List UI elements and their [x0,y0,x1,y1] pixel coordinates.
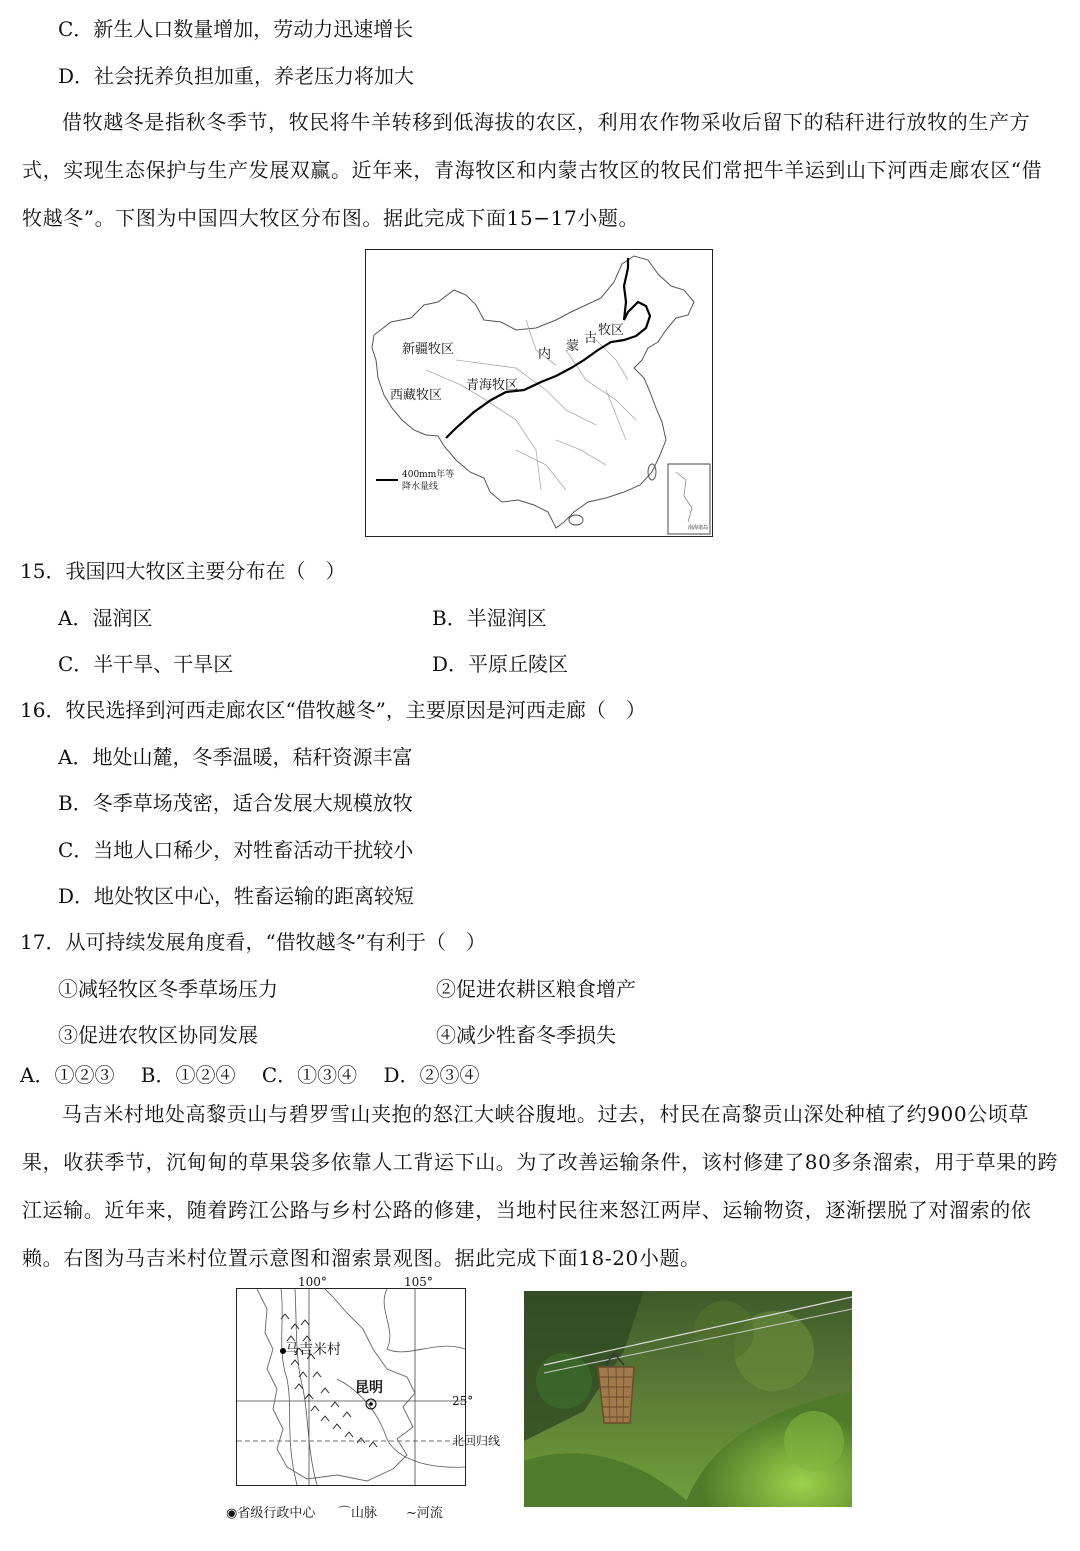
label-majimi-village: 马吉米村 [285,1342,341,1358]
zipline-photo-graphic [524,1291,852,1507]
river-4 [384,1289,465,1352]
inset-caption: 南海诸岛 [688,525,709,531]
q17-item-2: ②促进农耕区粮食增产 [436,977,636,1001]
label-tropic: 北回归线 [452,1434,501,1448]
passage-grazing: 借牧越冬是指秋冬季节，牧民将牛羊转移到低海拔的农区，利用农作物采收后留下的秸秆进行放牧的生产方式，实现生态保护与生产发展双赢。近年来，青海牧区和内蒙古牧区的牧民们常把牛羊运到山下河西走廊农区“借牧越冬”。下图为中国四大牧区分布图。据此完成下面15−17小题。 [22,110,1043,230]
q17-answer-choices: A．①②③ B．①②④ C．①③④ D．②③④ [20,1063,480,1087]
south-china-sea-inset [668,464,710,534]
label-xizang: 西藏牧区 [390,388,443,403]
q16-option-d: D．地处牧区中心，牲畜运输的距离较短 [58,884,415,908]
q17-item-4: ④减少牲畜冬季损失 [436,1023,616,1047]
river-2 [295,1289,317,1485]
q14-option-d: D．社会抚养负担加重，养老压力将加大 [58,64,415,88]
china-pastoral-map [365,249,713,537]
legend-isohyet-text-1: 400mm年等 [402,470,455,480]
label-xinjiang: 新疆牧区 [402,342,455,357]
majimi-map-graphic [237,1289,465,1485]
label-nei: 内 [538,347,552,362]
capital-legend-icon: ◉ [226,1506,238,1521]
hainan-island [569,515,583,525]
q17-item-1: ①减轻牧区冬季草场压力 [58,977,278,1001]
label-mu-qu: 牧区 [598,323,625,338]
river-legend-icon: ∼ [406,1506,417,1521]
q16-option-b: B．冬季草场茂密，适合发展大规模放牧 [58,791,413,815]
q16-stem: 16．牧民选择到河西走廊农区“借牧越冬”，主要原因是河西走廊（ ） [20,698,646,722]
q15-stem: 15．我国四大牧区主要分布在（ ） [20,559,346,583]
legend-isohyet-text-2: 降水量线 [402,482,439,492]
legend-mountain: ⌒山脉 [338,1506,378,1521]
q15-option-a: A．湿润区 [58,606,153,630]
majimi-location-map [236,1288,466,1486]
q17-stem: 17．从可持续发展角度看，“借牧越冬”有利于（ ） [20,930,486,954]
yunnan-outline [257,1289,415,1481]
q15-option-c: C．半干旱、干旱区 [58,652,234,676]
q15-option-b: B．半湿润区 [432,606,547,630]
legend-capital: ◉省级行政中心 [226,1506,316,1521]
label-kunming: 昆明 [355,1380,383,1396]
label-lat-25: 25° [452,1394,474,1408]
q14-option-c: C．新生人口数量增加，劳动力迅速增长 [58,17,414,41]
label-meng: 蒙 [566,339,580,354]
label-lon-100: 100° [298,1275,327,1289]
legend-river: ∼河流 [406,1506,443,1521]
label-lon-105: 105° [404,1275,433,1289]
q16-option-c: C．当地人口稀少，对牲畜活动干扰较小 [58,838,414,862]
q16-option-a: A．地处山麓，冬季温暖，秸秆资源丰富 [58,745,413,769]
zipline-photo [524,1291,852,1507]
mountain-legend-icon: ⌒ [338,1506,352,1521]
q17-item-3: ③促进农牧区协同发展 [58,1023,258,1047]
q15-option-d: D．平原丘陵区 [432,652,569,676]
label-gu: 古 [584,331,598,346]
passage-zipline: 马吉米村地处高黎贡山与碧罗雪山夹抱的怒江大峡谷腹地。过去，村民在高黎贡山深处种植了约900公顷草果，收获季节，沉甸甸的草果袋多依靠人工背运下山。为了改善运输条件，该村修建了80多条溜索，用于草果的跨江运输。近年来，随着跨江公路与乡村公路的修建，当地村民往来怒江两岸、运输物资，逐渐摆脱了对溜索的依赖。右图为马吉米村位置示意图和溜索景观图。据此完成下面18-20小题。 [22,1102,1059,1270]
label-qinghai: 青海牧区 [466,378,519,393]
